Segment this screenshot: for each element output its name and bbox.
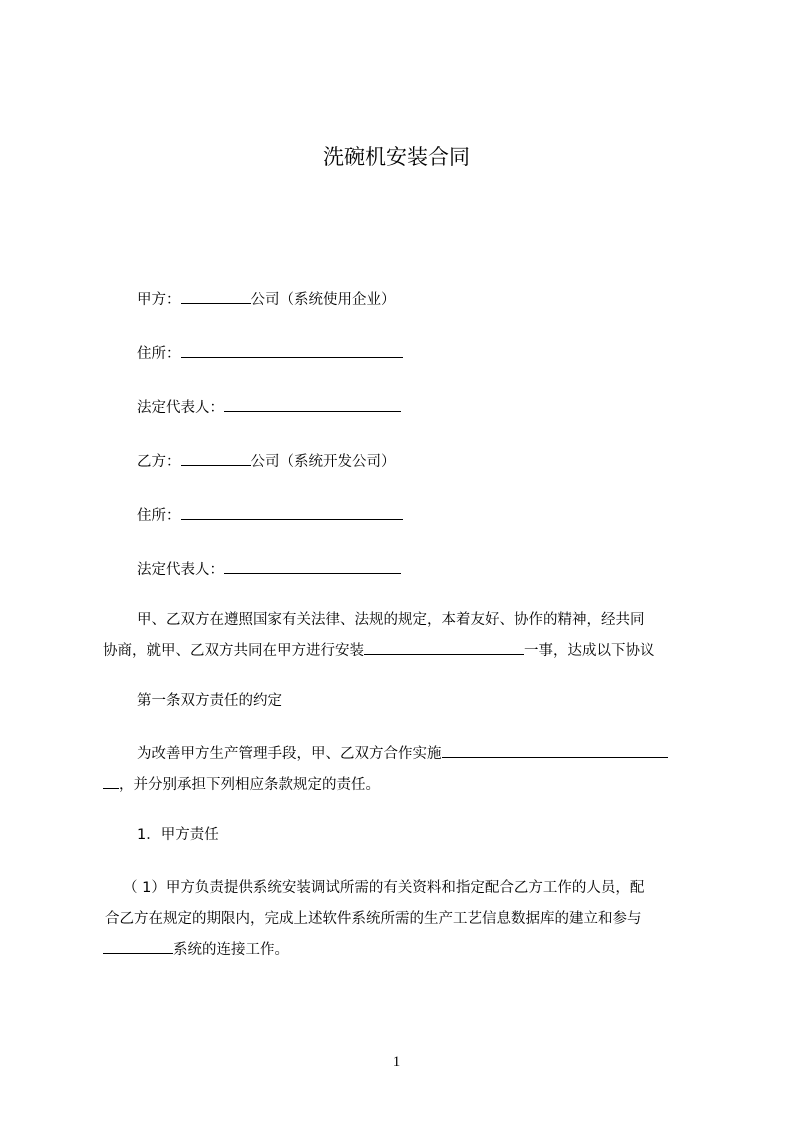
article-1-intro-start: 为改善甲方生产管理手段，甲、乙双方合作实施: [137, 746, 442, 762]
party-b-rep-blank[interactable]: [224, 559, 401, 574]
party-b-label: 乙方：: [137, 454, 181, 470]
party-a-address-line: [137, 343, 403, 365]
party-b-rep-line: [137, 559, 401, 581]
project-name-blank[interactable]: [442, 743, 668, 758]
party-a-rep-line: [137, 397, 401, 419]
party-a-suffix: 公司（系统使用企业）: [250, 292, 396, 308]
clause-1-paragraph: [103, 873, 703, 966]
preamble-line-2-start: 协商，就甲、乙双方共同在甲方进行安装: [103, 643, 364, 659]
clause-1-line-2: 合乙方在规定的期限内，完成上述软件系统所需的生产工艺信息数据库的建立和参与: [105, 911, 642, 927]
party-b-address-blank[interactable]: [181, 505, 403, 520]
party-a-address-blank[interactable]: [181, 343, 403, 358]
clause-1-line-1: （ 1）甲方负责提供系统安装调试所需的有关资料和指定配合乙方工作的人员，配: [123, 880, 645, 896]
party-a-address-label: 住所：: [137, 346, 181, 362]
article-1-intro: [103, 739, 703, 801]
document-title: 洗碗机安装合同: [323, 145, 470, 169]
party-b-suffix: 公司（系统开发公司）: [250, 454, 396, 470]
clause-1-line-3: [103, 935, 703, 966]
system-name-blank[interactable]: [103, 939, 173, 954]
party-b-line: [137, 451, 396, 473]
party-b-rep-label: 法定代表人：: [137, 562, 224, 578]
party-a-rep-label: 法定代表人：: [137, 400, 224, 416]
preamble-line-2: [103, 636, 703, 667]
article-1-intro-line-1: [103, 739, 703, 770]
article-1-heading: 第一条双方责任的约定: [137, 693, 282, 709]
party-b-address-line: [137, 505, 403, 527]
clause-1-line-3-end: 系统的连接工作。: [173, 942, 289, 958]
page-number: 1: [392, 1054, 401, 1070]
party-a-rep-blank[interactable]: [224, 397, 401, 412]
project-name-blank-cont[interactable]: [103, 774, 119, 789]
party-b-name-blank[interactable]: [181, 451, 251, 466]
party-a-line: [137, 289, 396, 311]
install-item-blank[interactable]: [364, 640, 524, 655]
section-1-heading: 1．甲方责任: [137, 827, 219, 843]
party-a-name-blank[interactable]: [181, 289, 251, 304]
preamble-line-1: 甲、乙双方在遵照国家有关法律、法规的规定，本着友好、协作的精神，经共同: [137, 612, 645, 628]
party-b-address-label: 住所：: [137, 508, 181, 524]
article-1-intro-end: ，并分别承担下列相应条款规定的责任。: [119, 777, 380, 793]
preamble-paragraph: [103, 605, 703, 667]
preamble-line-2-end: 一事，达成以下协议: [524, 643, 655, 659]
party-a-label: 甲方：: [137, 292, 181, 308]
article-1-intro-line-2: [103, 770, 703, 801]
